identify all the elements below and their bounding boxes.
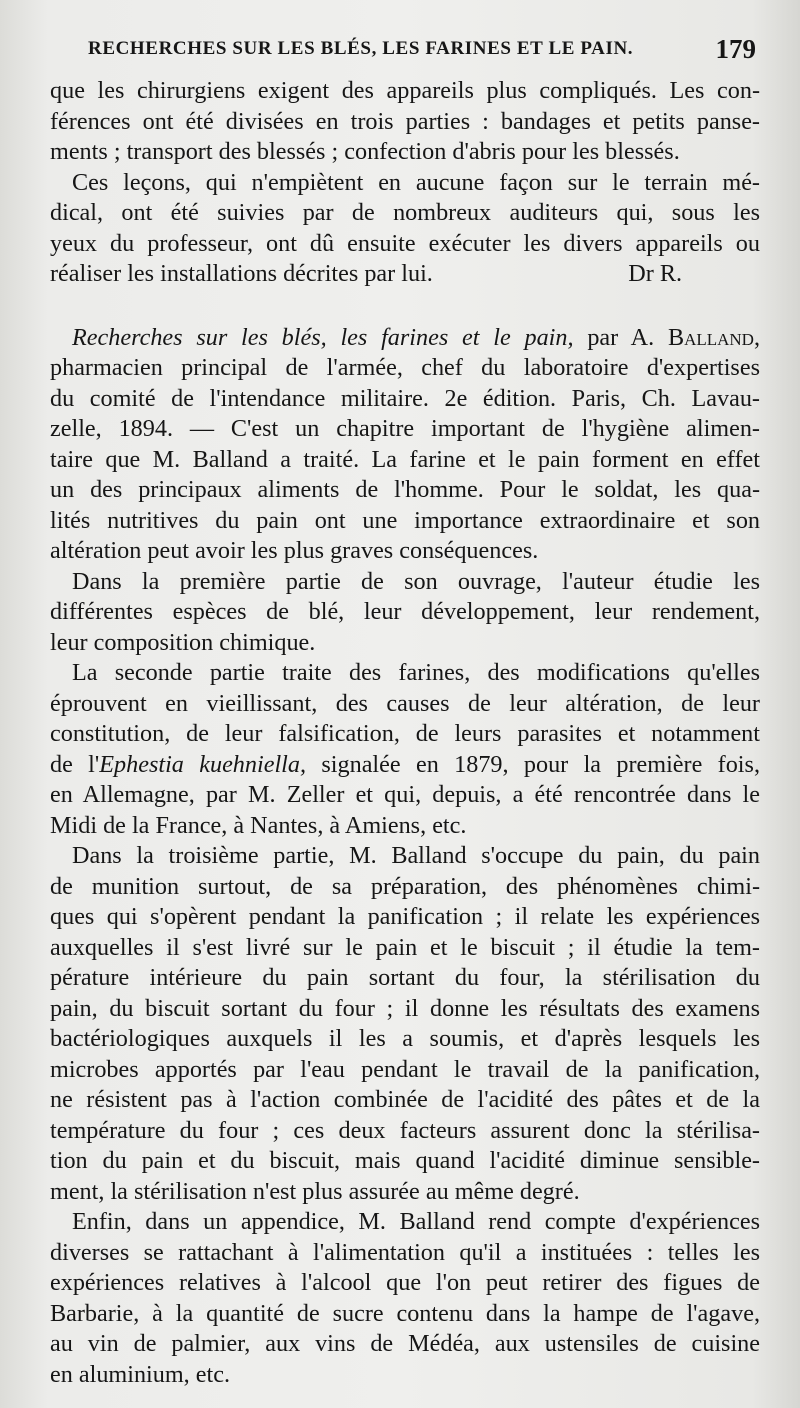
text-line: éprouvent en vieillissant, des causes de leur altération, de leur (50, 689, 760, 717)
text-line: diverses se rattachant à l'alimentation qu'il a instituées : telles les (50, 1238, 760, 1266)
text-line: microbes apportés par l'eau pendant le travail de la panification, (50, 1055, 760, 1083)
text-line: pérature intérieure du pain sortant du four, la stérilisation du (50, 964, 760, 991)
text-line: Barbarie, à la quantité de sucre contenu dans la hampe de l'agave, (50, 1299, 760, 1327)
text-line: température du four ; ces deux facteurs assurent donc la stérilisa- (50, 1116, 760, 1144)
text-line: tion du pain et du biscuit, mais quand l'acidité diminue sensible- (50, 1147, 760, 1174)
text-line: de munition surtout, de sa préparation, des phénomènes chimi- (50, 872, 760, 900)
page-number: 179 (715, 34, 756, 64)
text-line: en Allemagne, par M. Zeller et qui, depuis, a été rencontrée dans le (50, 781, 760, 808)
text-line: yeux du professeur, ont dû ensuite exécuter les divers appareils ou (50, 229, 760, 257)
text-line: dical, ont été suivies par de nombreux auditeurs qui, sous les (50, 199, 760, 226)
text-line: auxquelles il s'est livré sur le pain et le biscuit ; il étudie la tem- (50, 933, 760, 961)
text-line: ments ; transport des blessés ; confection d'abris pour les blessés. (50, 138, 680, 165)
text-line: leur composition chimique. (50, 628, 316, 656)
book-author: Balland, (667, 323, 761, 351)
text-line: constitution, de leur falsification, de leurs parasites et notamment (50, 720, 760, 747)
text-line: Dans la troisième partie, M. Balland s'occupe du pain, du pain (72, 842, 760, 869)
text-line: zelle, 1894. — C'est un chapitre important de l'hygiène alimen- (50, 415, 760, 442)
by-text: par A. (587, 323, 655, 351)
text-line: bactériologiques auxquels il les a soumis, et d'après lesquels les (50, 1025, 760, 1052)
page-body (50, 76, 760, 1390)
text-line: différentes espèces de blé, leur développement, leur rendement, (50, 598, 760, 625)
text-line: ment, la stérilisation n'est plus assurée au même degré. (50, 1177, 580, 1205)
text-fragment: de l' (50, 750, 100, 778)
text-line: pain, du biscuit sortant du four ; il donne les résultats des examens (50, 994, 760, 1022)
text-line: Ces leçons, qui n'empiètent en aucune façon sur le terrain mé- (72, 168, 760, 196)
text-line: Enfin, dans un appendice, M. Balland rend compte d'expériences (72, 1208, 760, 1235)
text-fragment: signalée en 1879, pour la première fois, (306, 750, 760, 778)
text-line (50, 259, 760, 290)
text-line: lités nutritives du pain ont une importance extraordinaire et son (50, 506, 760, 534)
author-signature: Dr R. (628, 260, 682, 287)
review-heading-line (50, 323, 760, 354)
text-line: un des principaux aliments de l'homme. Pour le soldat, les qua- (50, 476, 760, 503)
text-line: Midi de la France, à Nantes, à Amiens, etc. (50, 811, 467, 839)
text-line: taire que M. Balland a traité. La farine et le pain forment en effet (50, 445, 760, 473)
text-line: pharmacien principal de l'armée, chef du laboratoire d'expertises (50, 354, 760, 381)
text-line: expériences relatives à l'alcool que l'on peut retirer des figues de (50, 1269, 760, 1296)
page-header (88, 34, 756, 70)
paragraph-end-text: réaliser les installations décrites par lui. (50, 260, 433, 287)
text-line: que les chirurgiens exigent des appareils plus compliqués. Les con- (50, 77, 760, 104)
text-line: La seconde partie traite des farines, des modifications qu'elles (72, 659, 760, 686)
text-line: au vin de palmier, aux vins de Médéa, aux ustensiles de cuisine (50, 1330, 760, 1357)
text-line: du comité de l'intendance militaire. 2e édition. Paris, Ch. Lavau- (50, 384, 760, 412)
text-line: altération peut avoir les plus graves conséquences. (50, 537, 539, 564)
species-name: Ephestia kuehniella, (99, 750, 307, 778)
text-line (50, 750, 760, 781)
book-title: Recherches sur les blés, les farines et le pain, (72, 323, 574, 351)
text-line: férences ont été divisées en trois parties : bandages et petits panse- (50, 107, 760, 135)
text-line: en aluminium, etc. (50, 1360, 231, 1388)
text-line: ne résistent pas à l'action combinée de l'acidité des pâtes et de la (50, 1086, 760, 1113)
running-title: RECHERCHES SUR LES BLÉS, LES FARINES ET LE PAIN. (88, 38, 634, 59)
text-line: Dans la première partie de son ouvrage, l'auteur étudie les (72, 567, 760, 595)
text-line: ques qui s'opèrent pendant la panification ; il relate les expériences (50, 903, 760, 930)
